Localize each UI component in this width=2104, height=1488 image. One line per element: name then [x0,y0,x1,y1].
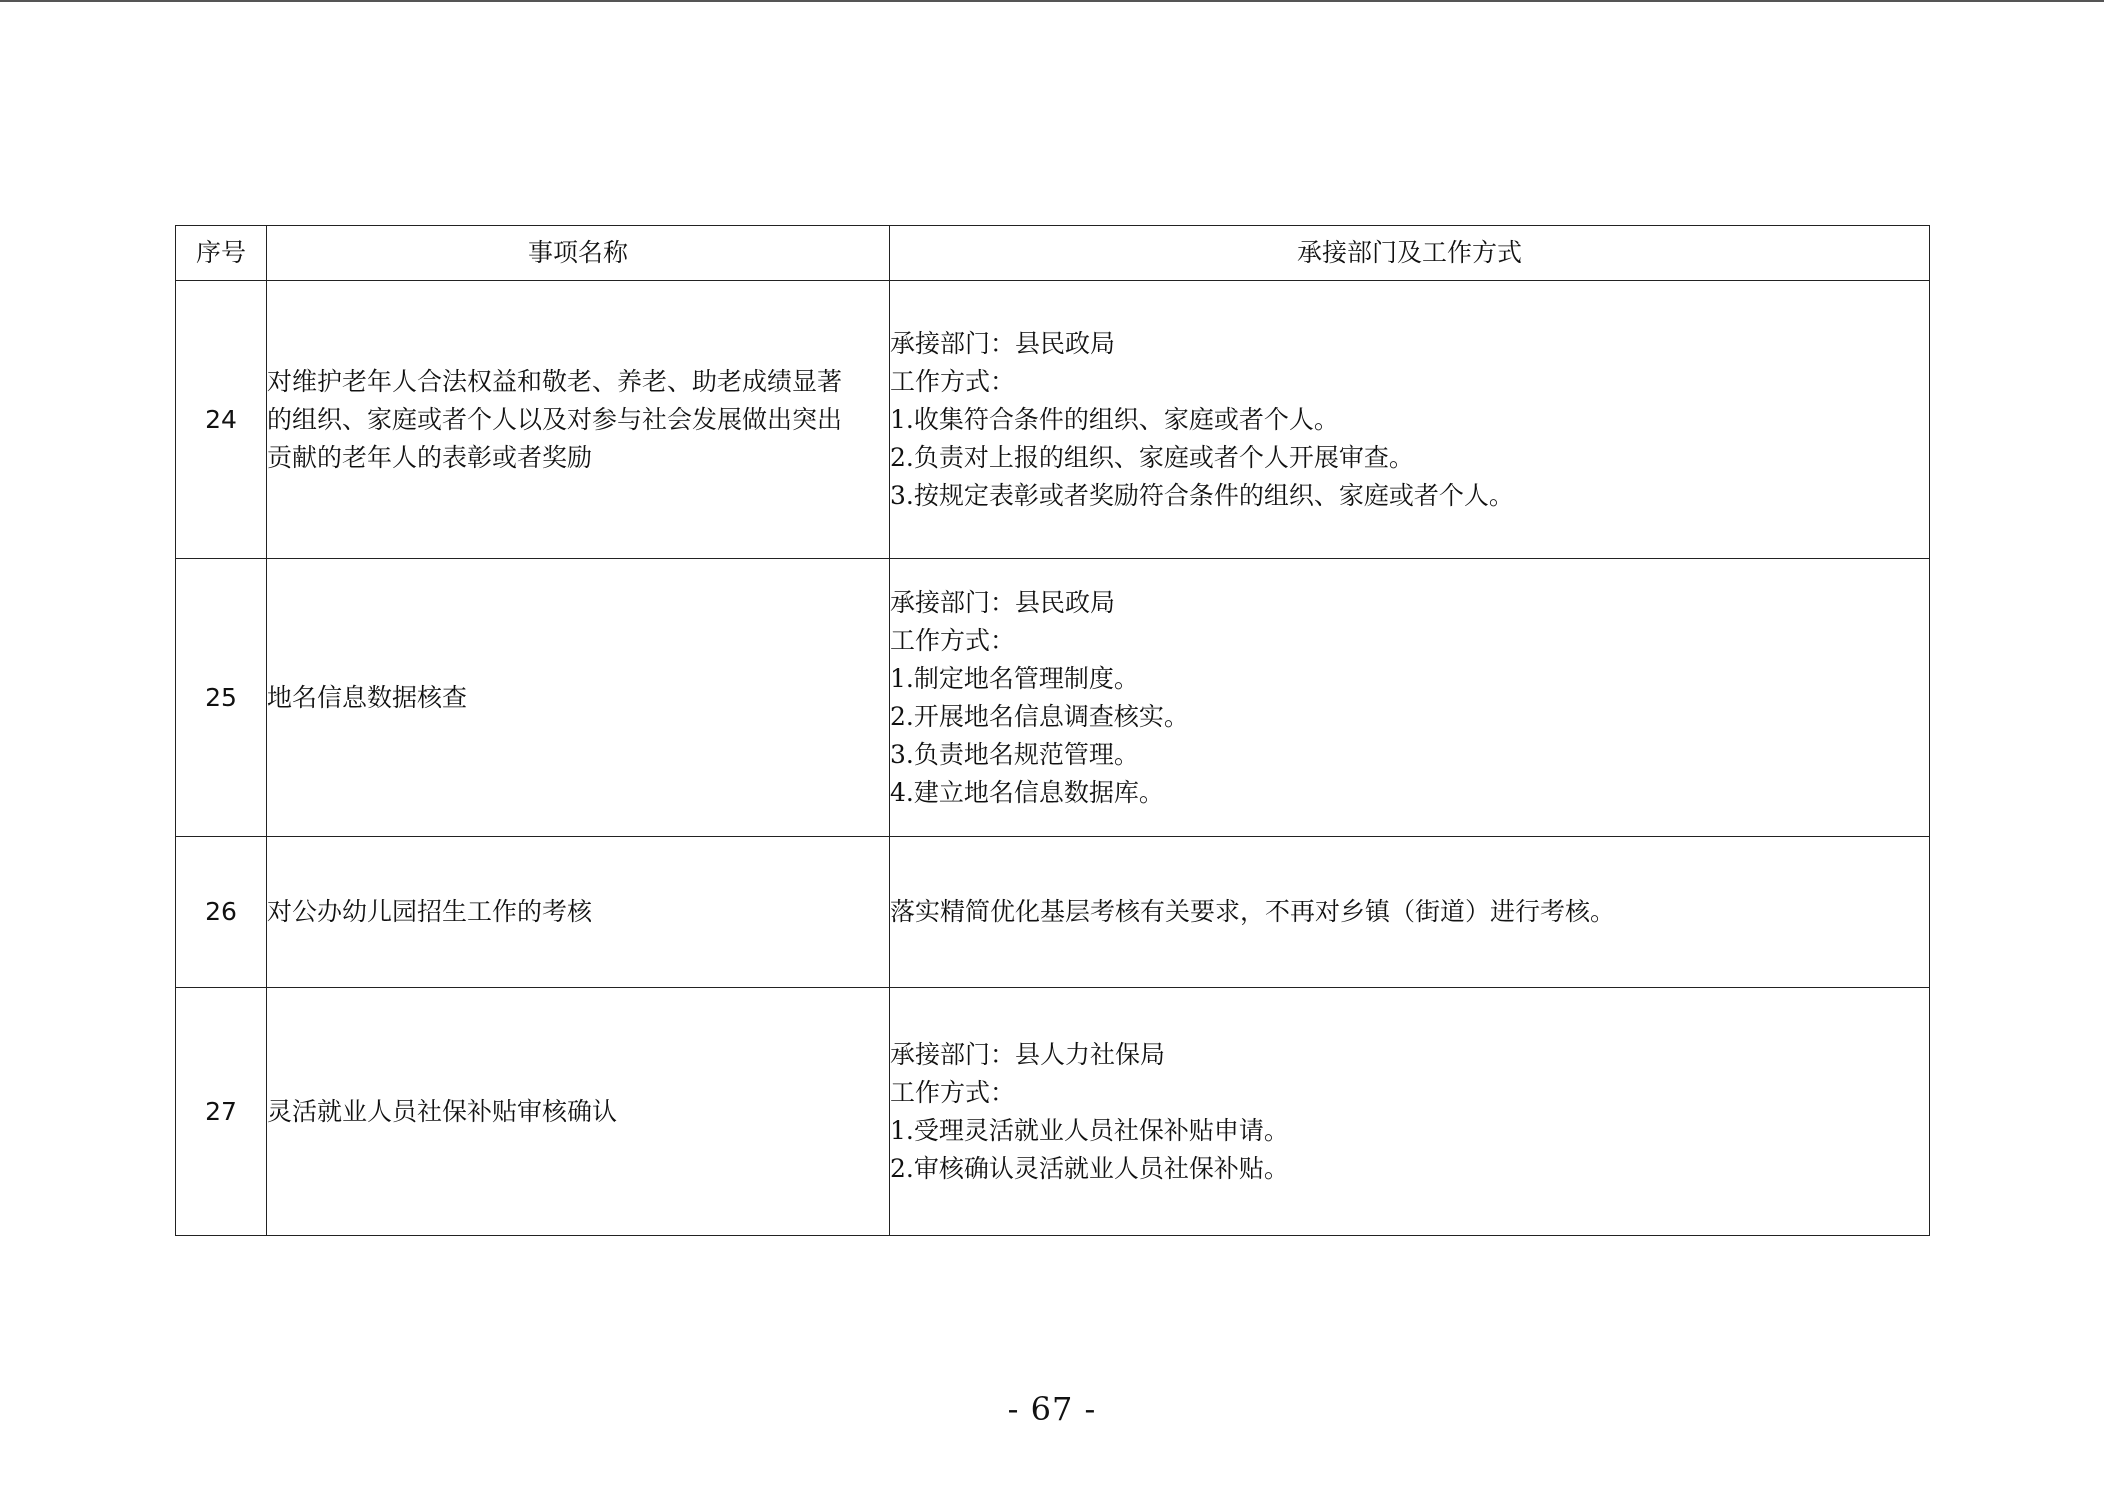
page-number: - 67 - [1007,1390,1097,1428]
method-line: 承接部门：县民政局 [890,328,1116,358]
row-method [890,988,1930,1236]
method-line: 1.制定地名管理制度。 [890,663,1139,693]
top-border-rule [0,0,2104,2]
row-matter-name [267,837,890,988]
header-seq: 序号 [176,226,267,281]
row-method [890,281,1930,559]
row-matter-name [267,988,890,1236]
table-row [176,281,1930,559]
method-line: 工作方式： [890,1077,1016,1107]
method-line: 承接部门：县人力社保局 [890,1039,1166,1069]
method-line: 2.负责对上报的组织、家庭或者个人开展审查。 [890,442,1414,472]
row-method [890,837,1930,988]
table-row [176,988,1930,1236]
method-line: 2.开展地名信息调查核实。 [890,701,1189,731]
matter-name-line: 对维护老年人合法权益和敬老、养老、助老成绩显著 [267,366,843,396]
table-row [176,559,1930,837]
method-line: 承接部门：县民政局 [890,587,1116,617]
row-matter-name [267,281,890,559]
method-line: 3.负责地名规范管理。 [890,739,1139,769]
table-header-row [176,226,1930,281]
row-seq: 24 [176,281,267,559]
header-method: 承接部门及工作方式 [890,226,1930,281]
row-seq: 26 [176,837,267,988]
method-line: 落实精简优化基层考核有关要求，不再对乡镇（街道）进行考核。 [890,897,1616,926]
matter-name-line: 的组织、家庭或者个人以及对参与社会发展做出突出 [267,404,843,434]
method-line: 1.收集符合条件的组织、家庭或者个人。 [890,404,1339,434]
row-seq: 27 [176,988,267,1236]
matter-name-line: 贡献的老年人的表彰或者奖励 [267,442,593,472]
method-line: 2.审核确认灵活就业人员社保补贴。 [890,1153,1289,1183]
row-matter-name [267,559,890,837]
method-line: 1.受理灵活就业人员社保补贴申请。 [890,1115,1289,1145]
header-name: 事项名称 [267,226,890,281]
method-line: 工作方式： [890,625,1016,655]
row-seq: 25 [176,559,267,837]
row-method [890,559,1930,837]
matter-name-line: 地名信息数据核查 [267,682,468,712]
matter-name-line: 对公办幼儿园招生工作的考核 [267,897,593,926]
table-row [176,837,1930,988]
matter-name-line: 灵活就业人员社保补贴审核确认 [267,1096,618,1126]
method-line: 3.按规定表彰或者奖励符合条件的组织、家庭或者个人。 [890,480,1514,510]
matters-table [175,225,1930,1236]
method-line: 4.建立地名信息数据库。 [890,777,1164,807]
method-line: 工作方式： [890,366,1016,396]
